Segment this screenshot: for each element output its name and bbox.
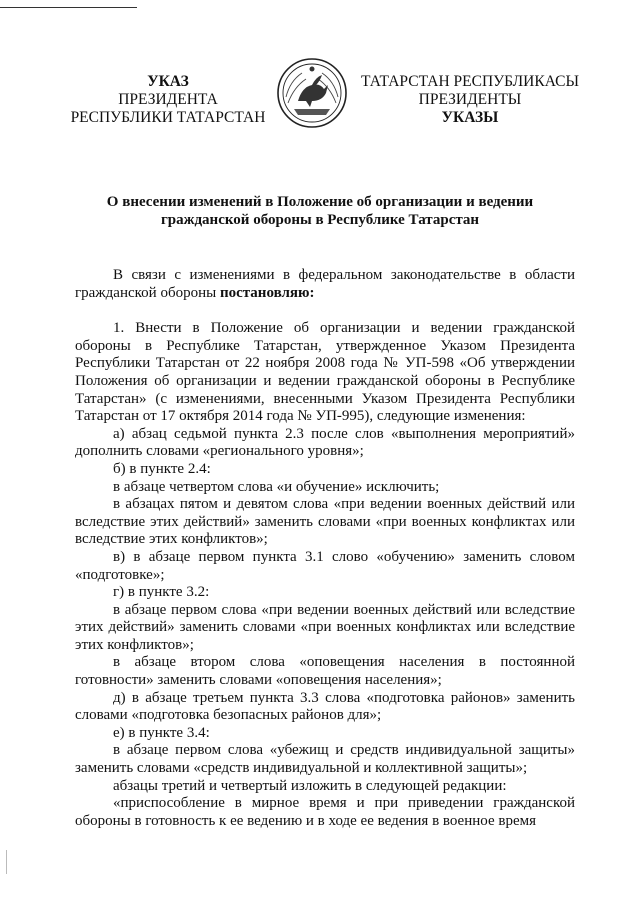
header-right [360,73,580,127]
paragraph: в абзаце втором слова «оповещения населения в постоянной готовности» заменить словами «оповещения населения»; [75,654,575,689]
decree-label-ru: УКАЗ [147,73,189,90]
republic-label-ru: РЕСПУБЛИКИ ТАТАРСТАН [70,109,266,126]
paragraph: в абзаце первом слова «при ведении военных действий или вследствие этих действий» заменить словами «при военных конфликтах или вследствие этих конфликтов»; [75,601,575,653]
paragraph: в абзаце первом слова «убежищ и средств индивидуальной защиты» заменить словами «средств индивидуальной и коллективной защиты»; [75,742,575,777]
title-line-2: гражданской обороны в Республике Татарстан [160,212,480,228]
intro-paragraph [75,267,575,302]
paragraph-list [75,320,575,830]
header-left [58,73,278,127]
paragraph: г) в пункте 3.2: [113,584,210,601]
paragraph: в абзацах пятом и девятом слова «при ведении военных действий или вследствие этих действий» заменить словами «при военных конфликтах или вследствие этих конфликтов»; [75,496,575,548]
paragraph: в) в абзаце первом пункта 3.1 слово «обучению» заменить словом «подготовке»; [75,548,575,583]
intro-bold: постановляю: [219,284,315,301]
republic-label-tt: ТАТАРСТАН РЕСПУБЛИКАСЫ [361,73,579,90]
paragraph: е) в пункте 3.4: [113,724,210,741]
document-title [70,193,570,229]
title-line-1: О внесении изменений в Положение об организации и ведении [106,194,534,210]
president-label-tt: ПРЕЗИДЕНТЫ [418,91,522,108]
paragraph: б) в пункте 2.4: [113,460,211,477]
top-rule [0,7,137,8]
margin-mark [6,850,7,874]
paragraph: абзацы третий и четвертый изложить в следующей редакции: [113,777,507,794]
paragraph: в абзаце четвертом слова «и обучение» исключить; [113,478,440,495]
paragraph: д) в абзаце третьем пункта 3.3 слова «подготовка районов» заменить словами «подготовка безопасных районов для»; [75,689,575,724]
tatarstan-coat-of-arms-icon [276,57,348,129]
paragraph: а) абзац седьмой пункта 2.3 после слов «выполнения мероприятий» дополнить словами «регионального уровня»; [75,425,575,460]
intro-text: В связи с изменениями в федеральном законодательстве в области гражданской обороны [75,267,575,301]
document-body [75,267,575,830]
paragraph: «приспособление в мирное время и при приведении гражданской обороны в готовность к ее ведению и в ходе ее ведения в военное время [75,795,575,829]
paragraph: 1. Внести в Положение об организации и ведении гражданской обороны в Республике Татарстан, утвержденное Указом Президента Республики Татарстан от 22 ноября 2008 года № УП-598 «Об утверждении Положения об организации и ведении гражданской обороны в Республике Татарстан» (с изменениями, внесенными Указом Президента Республики Татарстан от 17 октября 2014 года № УП-995), следующие изменения: [75,320,575,425]
decree-label-tt: УКАЗЫ [441,109,499,126]
president-label-ru: ПРЕЗИДЕНТА [118,91,218,108]
